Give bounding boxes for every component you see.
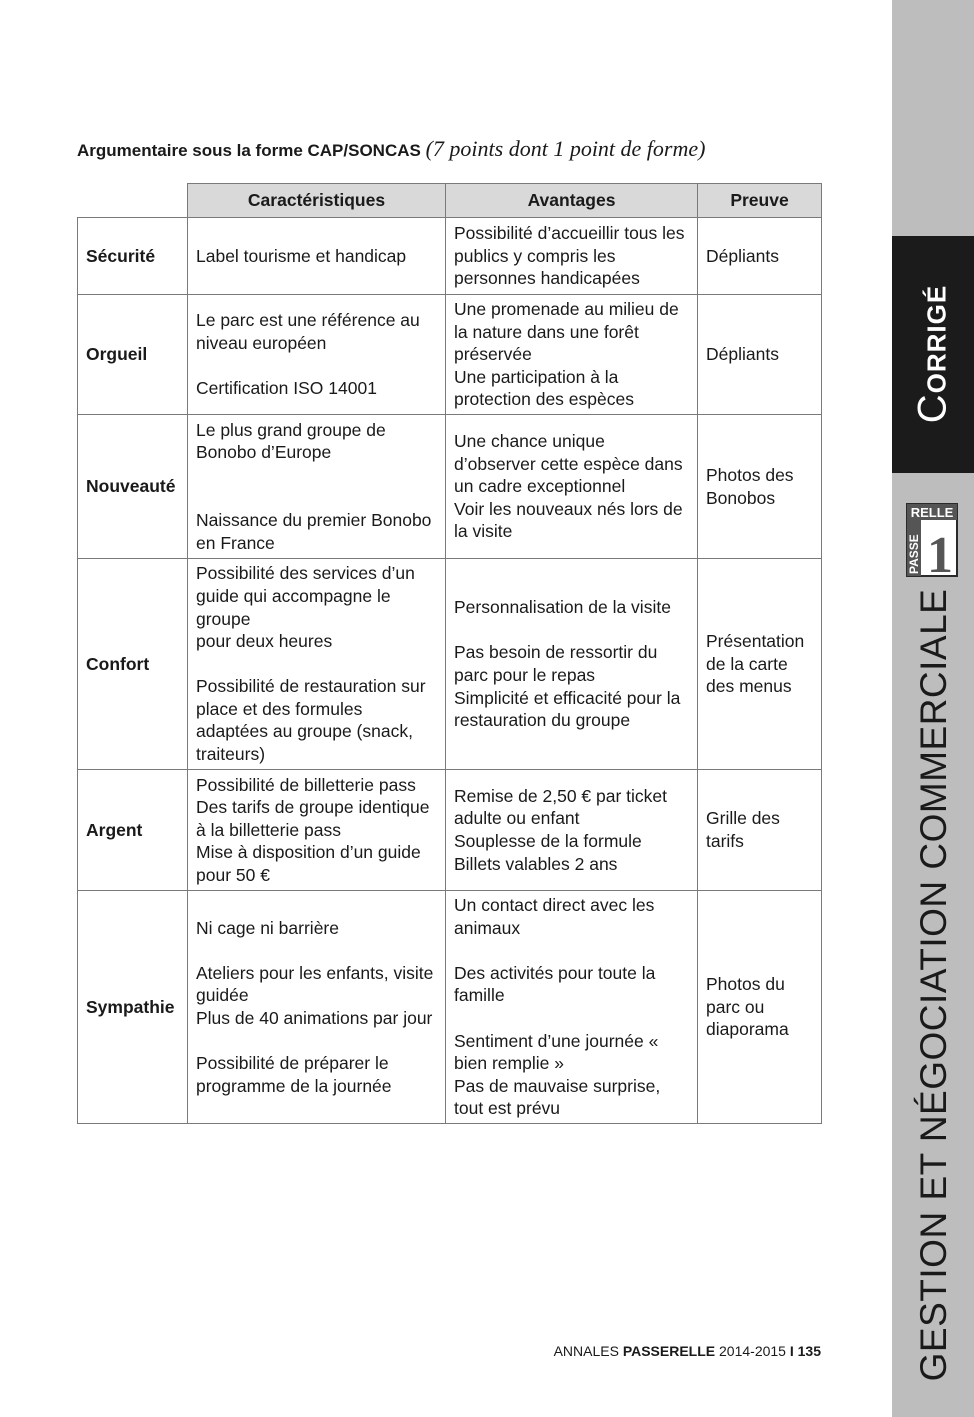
corrige-initial: C bbox=[910, 393, 955, 424]
cell-text: Voir les nouveaux nés lors de la visite bbox=[454, 498, 683, 542]
cell-preuve: Photos des Bonobos bbox=[698, 415, 822, 559]
footer-separator: I bbox=[789, 1343, 794, 1359]
footer-prefix: ANNALES bbox=[553, 1343, 619, 1359]
table-header-row bbox=[78, 184, 822, 218]
cell-text: Ni cage ni barrière bbox=[196, 917, 339, 938]
row-label: Nouveauté bbox=[78, 415, 188, 559]
cell-avantages bbox=[446, 770, 698, 891]
row-label: Orgueil bbox=[78, 295, 188, 415]
cell-text: Possibilité de préparer le programme de la journée bbox=[196, 1053, 392, 1096]
cell-text: Pas besoin de ressortir du parc pour le repas bbox=[454, 642, 658, 685]
cell-avantages bbox=[446, 891, 698, 1124]
cell-text: Simplicité et efficacité pour la restauration du groupe bbox=[454, 687, 681, 731]
cell-text: Une chance unique d’observer cette espèce dans un cadre exceptionnel bbox=[454, 431, 683, 497]
cell-text: Une participation à la protection des espèces bbox=[454, 366, 634, 410]
row-label: Sympathie bbox=[78, 891, 188, 1124]
cell-text: Une promenade au milieu de la nature dans une forêt préservée bbox=[454, 299, 679, 365]
logo-number: 1 bbox=[927, 527, 953, 577]
cell-avantages bbox=[446, 295, 698, 415]
cell-text: Label tourisme et handicap bbox=[196, 245, 407, 266]
cell-caracteristiques bbox=[188, 218, 446, 295]
header-preuve: Preuve bbox=[698, 184, 822, 218]
cell-text: Des tarifs de groupe identique à la billetterie pass bbox=[196, 797, 430, 840]
cell-caracteristiques bbox=[188, 415, 446, 559]
cell-preuve: Dépliants bbox=[698, 218, 822, 295]
cell-preuve: Dépliants bbox=[698, 295, 822, 415]
cell-avantages bbox=[446, 218, 698, 295]
cell-caracteristiques bbox=[188, 295, 446, 415]
cell-text: Ateliers pour les enfants, visite guidée bbox=[196, 962, 434, 1006]
cell-preuve: Présentation de la carte des menus bbox=[698, 559, 822, 770]
footer-years: 2014-2015 bbox=[719, 1343, 786, 1359]
cell-caracteristiques bbox=[188, 770, 446, 891]
heading-title: Argumentaire sous la forme CAP/SONCAS bbox=[77, 141, 421, 160]
table-row bbox=[78, 770, 822, 891]
page-footer bbox=[470, 1343, 821, 1359]
section-title-vertical: GESTION ET NÉGOCIATION COMMERCIALE bbox=[913, 588, 954, 1382]
heading-points: (7 points dont 1 point de forme) bbox=[425, 136, 706, 161]
cell-text: Un contact direct avec les animaux bbox=[454, 895, 655, 938]
cell-text: Mise à disposition d’un guide pour 50 € bbox=[196, 842, 421, 885]
cell-text: Possibilité de restauration sur place et des formules adaptées au groupe (snack, traiteurs) bbox=[196, 676, 426, 765]
footer-brand: PASSERELLE bbox=[622, 1343, 716, 1359]
cell-text: Possibilité d’accueillir tous les publics y compris les personnes handicapées bbox=[454, 223, 685, 289]
row-label: Argent bbox=[78, 770, 188, 891]
cell-avantages bbox=[446, 415, 698, 559]
cell-text: Le plus grand groupe de Bonobo d’Europe bbox=[196, 419, 386, 463]
table-row bbox=[78, 295, 822, 415]
table-row bbox=[78, 415, 822, 559]
row-label: Confort bbox=[78, 559, 188, 770]
table-row bbox=[78, 218, 822, 295]
corrige-label bbox=[911, 285, 956, 423]
cell-caracteristiques bbox=[188, 891, 446, 1124]
cell-text: Plus de 40 animations par jour bbox=[196, 1008, 433, 1028]
cell-text: Possibilité des services d’un guide qui accompagne le groupe bbox=[196, 563, 415, 629]
logo-top-text: RELLE bbox=[910, 505, 954, 520]
cell-text: Certification ISO 14001 bbox=[196, 378, 377, 399]
row-label: Sécurité bbox=[78, 218, 188, 295]
cell-text: Souplesse de la formule bbox=[454, 831, 642, 851]
cell-text: Naissance du premier Bonobo en France bbox=[196, 510, 432, 553]
cell-text: Personnalisation de la visite bbox=[454, 597, 671, 618]
cell-preuve: Grille des tarifs bbox=[698, 770, 822, 891]
cell-text: Billets valables 2 ans bbox=[454, 853, 618, 874]
cell-text: Sentiment d’une journée « bien remplie » bbox=[454, 1030, 659, 1074]
argument-table bbox=[77, 183, 822, 1124]
passerelle-logo bbox=[906, 503, 958, 577]
cell-text: pour deux heures bbox=[196, 631, 333, 652]
cell-text: Des activités pour toute la famille bbox=[454, 962, 656, 1006]
header-avantages: Avantages bbox=[446, 184, 698, 218]
table-row bbox=[78, 559, 822, 770]
cell-text: Possibilité de billetterie pass bbox=[196, 774, 416, 795]
section-heading bbox=[77, 136, 837, 162]
cell-text: Remise de 2,50 € par ticket adulte ou enfant bbox=[454, 785, 668, 829]
cell-text: Le parc est une référence au niveau européen bbox=[196, 310, 420, 353]
table-row bbox=[78, 891, 822, 1124]
header-caracteristiques: Caractéristiques bbox=[188, 184, 446, 218]
corrige-rest: ORRIGÉ bbox=[921, 284, 952, 394]
logo-side-text: PASSE bbox=[907, 534, 921, 574]
header-blank bbox=[78, 184, 188, 218]
page-number: 135 bbox=[797, 1343, 821, 1359]
cell-text: Pas de mauvaise surprise, tout est prévu bbox=[454, 1075, 661, 1119]
cell-avantages bbox=[446, 559, 698, 770]
cell-caracteristiques bbox=[188, 559, 446, 770]
cell-preuve: Photos du parc ou diaporama bbox=[698, 891, 822, 1124]
